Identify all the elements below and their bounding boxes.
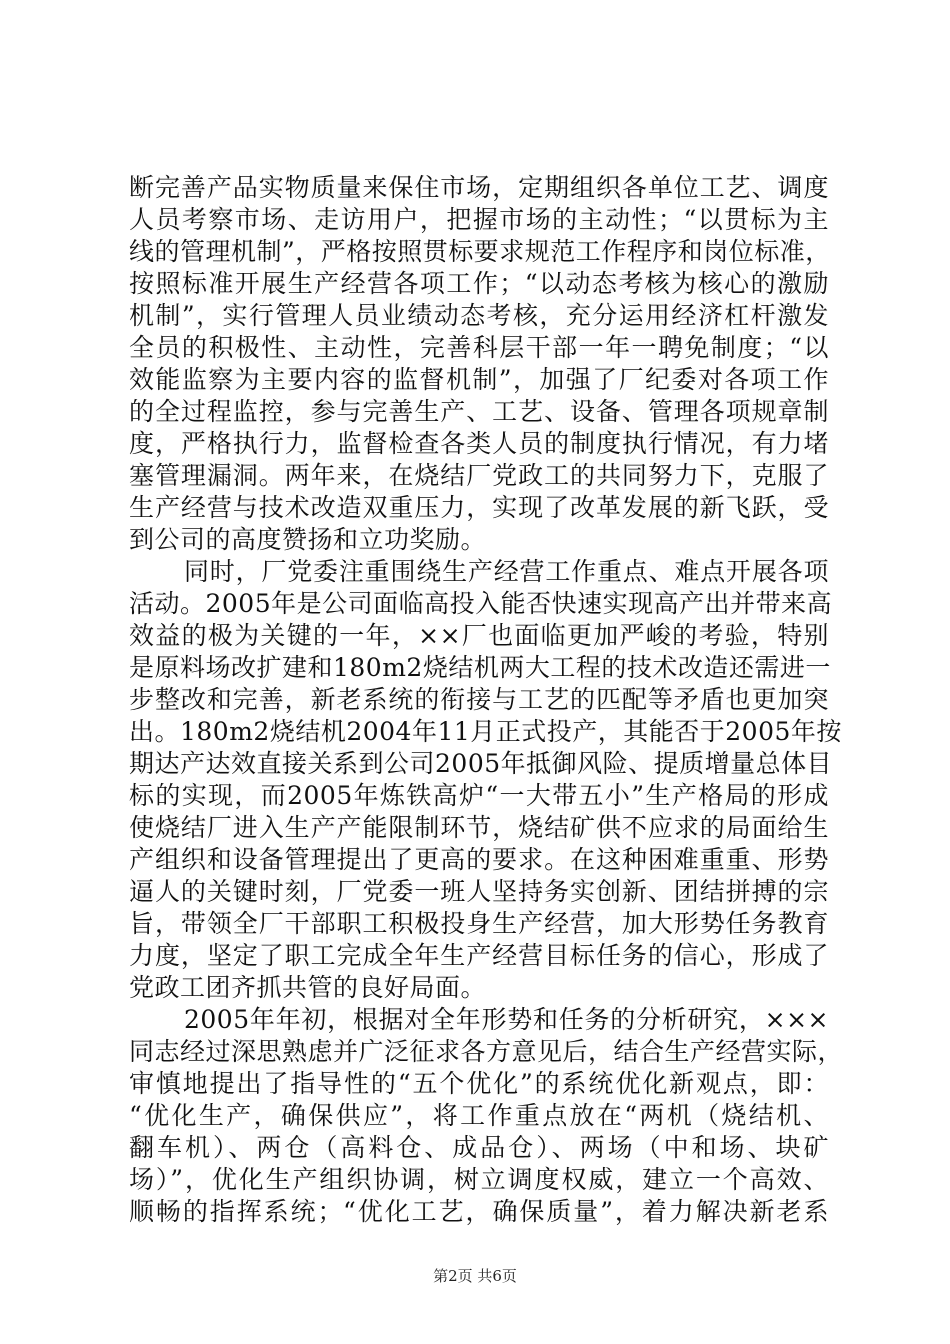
paragraph-first-line: 同时，厂党委注重围绕生产经营工作重点、难点开展各项 xyxy=(184,557,829,586)
text-line: 党政工团齐抓共管的良好局面。 xyxy=(129,973,487,1002)
text-line: 人员考察市场、走访用户，把握市场的主动性；“以贯标为主 xyxy=(129,205,829,234)
page-number: 第2页 共6页 xyxy=(433,1267,517,1285)
text-line: 线的管理机制”，严格按照贯标要求规范工作程序和岗位标准， xyxy=(129,237,831,266)
text-line: 效能监察为主要内容的监督机制”，加强了厂纪委对各项工作 xyxy=(129,365,829,394)
text-line: 顺畅的指挥系统；“优化工艺，确保质量”，着力解决新老系 xyxy=(129,1197,829,1226)
text-line: 场）”，优化生产组织协调，树立调度权威，建立一个高效、 xyxy=(129,1165,829,1194)
text-line: 使烧结厂进入生产产能限制环节，烧结矿供不应求的局面给生 xyxy=(129,813,829,842)
text-line: 效益的极为关键的一年，××厂也面临更加严峻的考验，特别 xyxy=(129,621,829,650)
text-line: 逼人的关键时刻，厂党委一班人坚持务实创新、团结拼搏的宗 xyxy=(129,877,829,906)
text-line: 是原料场改扩建和180m2烧结机两大工程的技术改造还需进一 xyxy=(129,653,831,682)
paragraph-first-line: 2005年年初，根据对全年形势和任务的分析研究，××× xyxy=(184,1005,829,1034)
text-line: 期达产达效直接关系到公司2005年抵御风险、提质增量总体目 xyxy=(129,749,833,778)
body-text xyxy=(129,172,844,1228)
text-line: 力度，坚定了职工完成全年生产经营目标任务的信心，形成了 xyxy=(129,941,829,970)
text-line: 旨，带领全厂干部职工积极投身生产经营，加大形势任务教育 xyxy=(129,909,829,938)
text-line: 断完善产品实物质量来保住市场，定期组织各单位工艺、调度 xyxy=(129,173,829,202)
text-line: 生产经营与技术改造双重压力，实现了改革发展的新飞跃，受 xyxy=(129,493,829,522)
text-line: 到公司的高度赞扬和立功奖励。 xyxy=(129,525,487,554)
text-line: 度，严格执行力，监督检查各类人员的制度执行情况，有力堵 xyxy=(129,429,829,458)
text-line: 产组织和设备管理提出了更高的要求。在这种困难重重、形势 xyxy=(129,845,829,874)
text-line: “优化生产，确保供应”，将工作重点放在“两机（烧结机、 xyxy=(129,1101,829,1130)
text-line: 翻车机）、两仓（高料仓、成品仓）、两场（中和场、块矿 xyxy=(129,1133,829,1162)
text-line: 机制”，实行管理人员业绩动态考核，充分运用经济杠杆激发 xyxy=(129,301,829,330)
text-line: 同志经过深思熟虑并广泛征求各方意见后，结合生产经营实际， xyxy=(129,1037,844,1066)
text-line: 按照标准开展生产经营各项工作；“以动态考核为核心的激励 xyxy=(129,269,829,298)
text-line: 标的实现，而2005年炼铁高炉“一大带五小”生产格局的形成 xyxy=(129,781,829,810)
text-line: 全员的积极性、主动性，完善科层干部一年一聘免制度；“以 xyxy=(129,333,829,362)
text-line: 的全过程监控，参与完善生产、工艺、设备、管理各项规章制 xyxy=(129,397,829,426)
text-line: 步整改和完善，新老系统的衔接与工艺的匹配等矛盾也更加突 xyxy=(129,685,829,714)
text-line: 出。180m2烧结机2004年11月正式投产，其能否于2005年按 xyxy=(129,717,842,746)
page-footer xyxy=(0,1266,950,1286)
text-line: 审慎地提出了指导性的“五个优化”的系统优化新观点，即： xyxy=(129,1069,829,1098)
text-line: 塞管理漏洞。两年来，在烧结厂党政工的共同努力下，克服了 xyxy=(129,461,829,490)
text-line: 活动。2005年是公司面临高投入能否快速实现高产出并带来高 xyxy=(129,589,833,618)
